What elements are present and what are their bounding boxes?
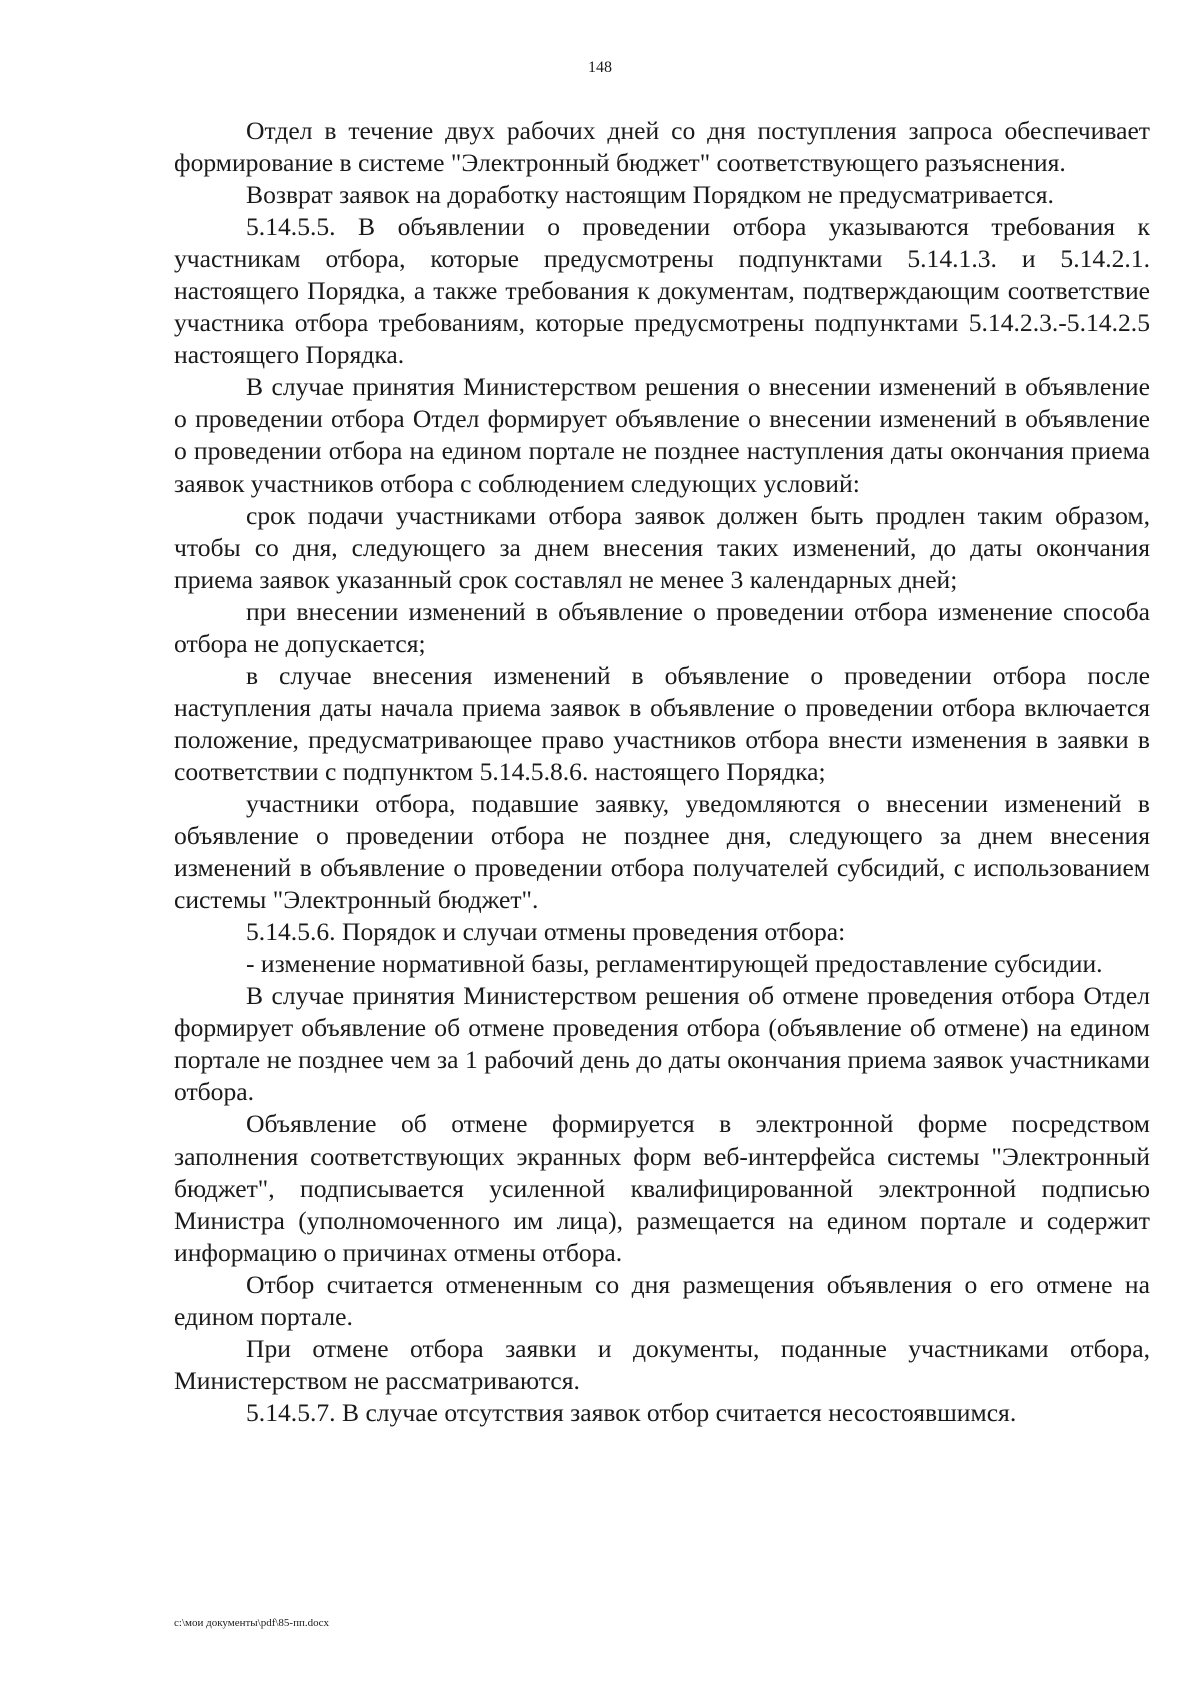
paragraph: Возврат заявок на доработку настоящим Порядком не предусматривается. <box>246 180 1054 210</box>
paragraph: Отбор считается отмененным со дня размещения объявления о его отмене на едином портале. <box>174 1269 1150 1331</box>
paragraph: Объявление об отмене формируется в электронной форме посредством заполнения соответствующих экранных форм веб-интерфейса системы "Электронный бюджет", подписывается усиленной квалифицированной электронной подписью Министра (уполномоченного им лица), размещается на едином портале и содержит информацию о причинах отмены отбора. <box>174 1109 1150 1267</box>
paragraph: 5.14.5.7. В случае отсутствия заявок отбор считается несостоявшимся. <box>246 1397 1017 1427</box>
paragraph: в случае внесения изменений в объявление о проведении отбора после наступления даты начала приема заявок в объявление о проведении отбора включается положение, предусматривающее право участников отбора внести изменения в заявки в соответствии с подпунктом 5.14.5.8.6. настоящего Порядка; <box>174 660 1150 786</box>
paragraph: 5.14.5.6. Порядок и случаи отмены проведения отбора: <box>246 917 846 947</box>
document-body <box>174 115 1150 1429</box>
paragraph: Отдел в течение двух рабочих дней со дня поступления запроса обеспечивает формирование в системе "Электронный бюджет" соответствующего разъяснения. <box>174 116 1150 178</box>
paragraph: При отмене отбора заявки и документы, поданные участниками отбора, Министерством не рассматриваются. <box>174 1333 1150 1395</box>
paragraph: срок подачи участниками отбора заявок должен быть продлен таким образом, чтобы со дня, следующего за днем внесения таких изменений, до даты окончания приема заявок указанный срок составлял не менее 3 календарных дней; <box>174 500 1150 594</box>
paragraph: - изменение нормативной базы, регламентирующей предоставление субсидии. <box>246 949 1103 979</box>
paragraph: В случае принятия Министерством решения о внесении изменений в объявление о проведении отбора Отдел формирует объявление о внесении изменений в объявление о проведении отбора на едином портале не позднее наступления даты окончания приема заявок участников отбора с соблюдением следующих условий: <box>174 372 1150 498</box>
paragraph: В случае принятия Министерством решения об отмене проведения отбора Отдел формирует объявление об отмене проведения отбора (объявление об отмене) на едином портале не позднее чем за 1 рабочий день до даты окончания приема заявок участниками отбора. <box>174 981 1150 1107</box>
paragraph: при внесении изменений в объявление о проведении отбора изменение способа отбора не допускается; <box>174 596 1150 658</box>
footer-file-path: c:\мои документы\pdf\85-пп.docx <box>174 1617 330 1629</box>
page-number: 148 <box>588 59 612 76</box>
paragraph: участники отбора, подавшие заявку, уведомляются о внесении изменений в объявление о проведении отбора не позднее дня, следующего за днем внесения изменений в объявление о проведении отбора получателей субсидий, с использованием системы "Электронный бюджет". <box>174 788 1150 915</box>
paragraph: 5.14.5.5. В объявлении о проведении отбора указываются требования к участникам отбора, которые предусмотрены подпунктами 5.14.1.3. и 5.14.2.1. настоящего Порядка, а также требования к документам, подтверждающим соответствие участника отбора требованиям, которые предусмотрены подпунктами 5.14.2.3.-5.14.2.5 настоящего Порядка. <box>174 212 1150 370</box>
